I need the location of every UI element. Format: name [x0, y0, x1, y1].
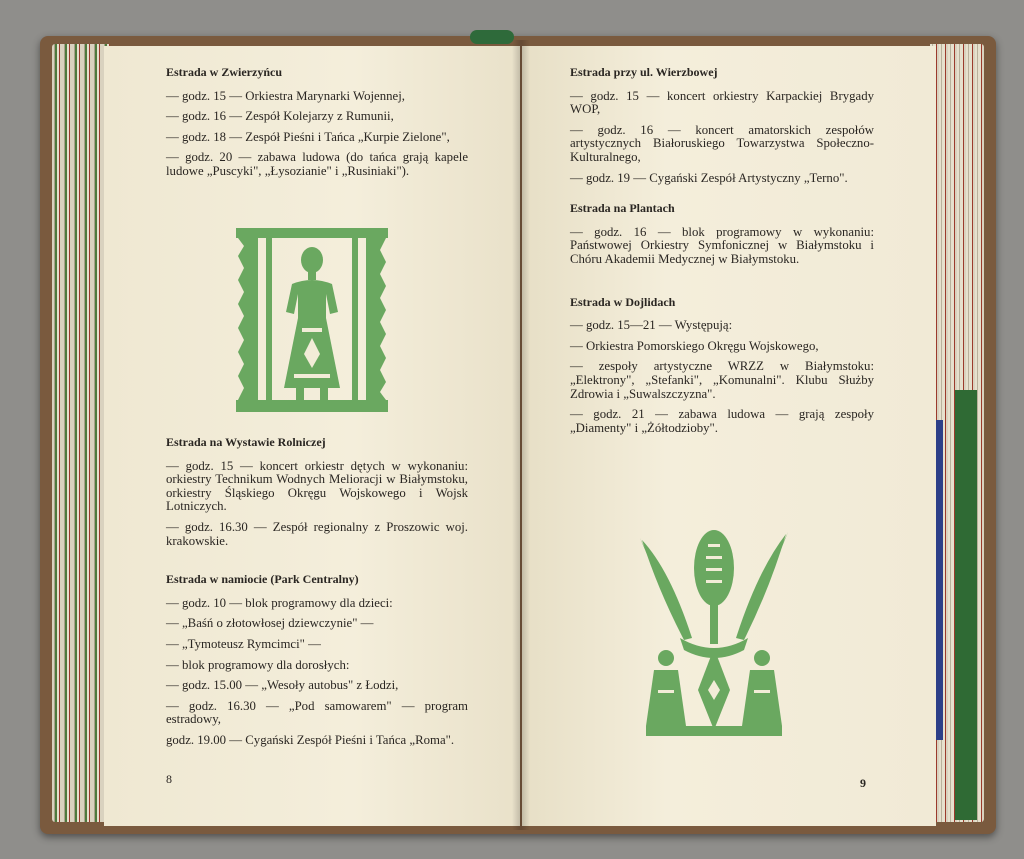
program-item: — godz. 21 — zabawa ludowa — grają zespoły „Diamenty" i „Żółtodzioby".: [570, 407, 874, 435]
left-page: [104, 46, 520, 826]
papercut-figure-illustration: [236, 228, 388, 412]
right-page-text: [570, 66, 874, 442]
section-wierzbowa: [570, 66, 874, 185]
program-item: — godz. 10 — blok programowy dla dzieci:: [166, 595, 393, 610]
section-heading: Estrada na Wystawie Rolniczej: [166, 435, 326, 449]
program-item: — godz. 15—21 — Występują:: [570, 318, 733, 333]
page-number-right: 9: [860, 776, 866, 790]
program-item: — blok programowy dla dorosłych:: [166, 657, 350, 672]
program-item: — godz. 16.30 — Zespół regionalny z Proszowic woj. krakowskie.: [166, 519, 468, 548]
right-page: [522, 46, 936, 826]
section-heading: Estrada przy ul. Wierzbowej: [570, 65, 718, 79]
book-gutter: [512, 40, 530, 830]
section-heading: Estrada na Plantach: [570, 201, 675, 216]
cover-edge-blue: [935, 420, 943, 740]
program-item: — godz. 16 — blok programowy w wykonaniu: Państwowej Orkiestry Symfonicznej w Białymstoku i Chóru Akademii Medycznej w Białymstoku.: [570, 224, 874, 266]
left-page-text-lower: [166, 436, 468, 755]
program-item: — „Baśń o złotowłosej dziewczynie" —: [166, 616, 374, 631]
page-number-left: 8: [166, 772, 172, 786]
program-item: — godz. 16.30 — „Pod samowarem" — program estradowy,: [166, 698, 468, 727]
program-item: — godz. 15 — koncert orkiestry Karpackiej Brygady WOP,: [570, 88, 874, 117]
cover-edge-green: [955, 390, 977, 820]
program-item: godz. 19.00 — Cygański Zespół Pieśni i Tańca „Roma".: [166, 732, 455, 747]
program-item: — godz. 16 — koncert amatorskich zespołów artystycznych Białoruskiego Towarzystwa Społeczno-Kulturalnego,: [570, 122, 874, 164]
program-item: — Orkiestra Pomorskiego Okręgu Wojskowego,: [570, 338, 819, 353]
section-park-centralny: [166, 573, 468, 747]
program-item: — godz. 19 — Cygański Zespół Artystyczny „Terno".: [570, 170, 848, 185]
papercut-plant-illustration: [640, 530, 788, 742]
page-edges-left: [52, 44, 110, 822]
program-item: — godz. 16 — Zespół Kolejarzy z Rumunii,: [166, 109, 394, 124]
program-item: — godz. 15.00 — „Wesoły autobus" z Łodzi,: [166, 678, 399, 693]
bookmark-ribbon: [470, 30, 514, 44]
section-planty: [570, 202, 874, 266]
section-heading: Estrada w Zwierzyńcu: [166, 65, 282, 79]
program-item: — godz. 18 — Zespół Pieśni i Tańca „Kurpie Zielone",: [166, 129, 450, 144]
section-heading: Estrada w Dojlidach: [570, 294, 676, 309]
program-item: — zespoły artystyczne WRZZ w Białymstoku: „Elektrony", „Stefanki", „Komunalni". Klubu Służby Zdrowia i „Suwalszczyzna".: [570, 359, 874, 401]
section-heading: Estrada w namiocie (Park Centralny): [166, 572, 359, 587]
section-wystawa-rolnicza: [166, 436, 468, 548]
section-zwierzyniec: [166, 66, 468, 179]
left-page-text: [166, 66, 468, 186]
program-item: — godz. 15 — Orkiestra Marynarki Wojennej,: [166, 88, 405, 103]
section-dojlidy: [570, 296, 874, 436]
program-item: — „Tymoteusz Rymcimci" —: [166, 636, 321, 651]
program-item: — godz. 15 — koncert orkiestr dętych w wykonaniu: orkiestry Technikum Wodnych Melioracji w Białymstoku, orkiestry Śląskiego Okręgu Wojskowego i Wojsk Lotniczych.: [166, 458, 468, 514]
program-item: — godz. 20 — zabawa ludowa (do tańca grają kapele ludowe „Puscyki", „Łysozianie" i „Rusiniaki").: [166, 150, 468, 178]
